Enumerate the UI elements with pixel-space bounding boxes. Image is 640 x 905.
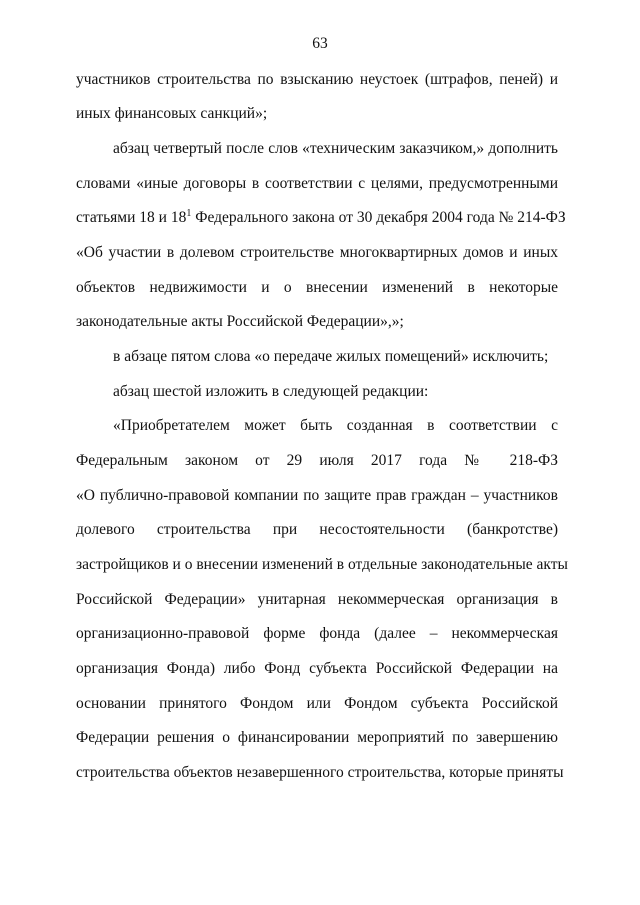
text-line-10: абзац шестой изложить в следующей редакции:: [113, 383, 429, 400]
text-line-4: словами «иные договоры в соответствии с целями, предусмотренными: [76, 175, 558, 192]
text-line-15: застройщиков и о внесении изменений в отдельные законодательные акты: [76, 556, 568, 573]
page-number: 63: [312, 35, 328, 52]
text-line-1: участников строительства по взысканию неустоек (штрафов, пеней) и: [76, 71, 558, 88]
text-line-19: основании принятого Фондом или Фондом субъекта Российской: [76, 695, 558, 712]
text-line-20: Федерации решения о финансировании мероприятий по завершению: [76, 729, 558, 746]
text-line-5: [76, 207, 566, 228]
text-line-14: долевого строительства при несостоятельности (банкротстве): [76, 521, 558, 538]
text-line-13: «О публично-правовой компании по защите прав граждан – участников: [76, 487, 558, 504]
text-line-5-before: статьями 18 и 18: [76, 209, 187, 226]
text-line-3: абзац четвертый после слов «техническим заказчиком,» дополнить: [113, 140, 558, 157]
text-line-21: строительства объектов незавершенного строительства, которые приняты: [76, 764, 564, 781]
text-line-9: в абзаце пятом слова «о передаче жилых помещений» исключить;: [113, 348, 549, 365]
text-line-5-after: Федерального закона от 30 декабря 2004 года № 214-ФЗ: [191, 209, 566, 226]
text-line-12: Федеральным законом от 29 июля 2017 года № 218-ФЗ: [76, 452, 558, 469]
text-line-6: «Об участии в долевом строительстве многоквартирных домов и иных: [76, 244, 558, 261]
text-line-17: организационно-правовой форме фонда (далее – некоммерческая: [76, 625, 558, 642]
text-line-7: объектов недвижимости и о внесении изменений в некоторые: [76, 279, 558, 296]
text-line-2: иных финансовых санкций»;: [76, 105, 268, 122]
text-line-18: организация Фонда) либо Фонд субъекта Российской Федерации на: [76, 660, 558, 677]
superscript-one: 1: [186, 207, 192, 219]
text-line-16: Российской Федерации» унитарная некоммерческая организация в: [76, 591, 558, 608]
text-line-8: законодательные акты Российской Федерации»,»;: [76, 313, 404, 330]
text-line-11: «Приобретателем может быть созданная в соответствии с: [113, 417, 558, 434]
